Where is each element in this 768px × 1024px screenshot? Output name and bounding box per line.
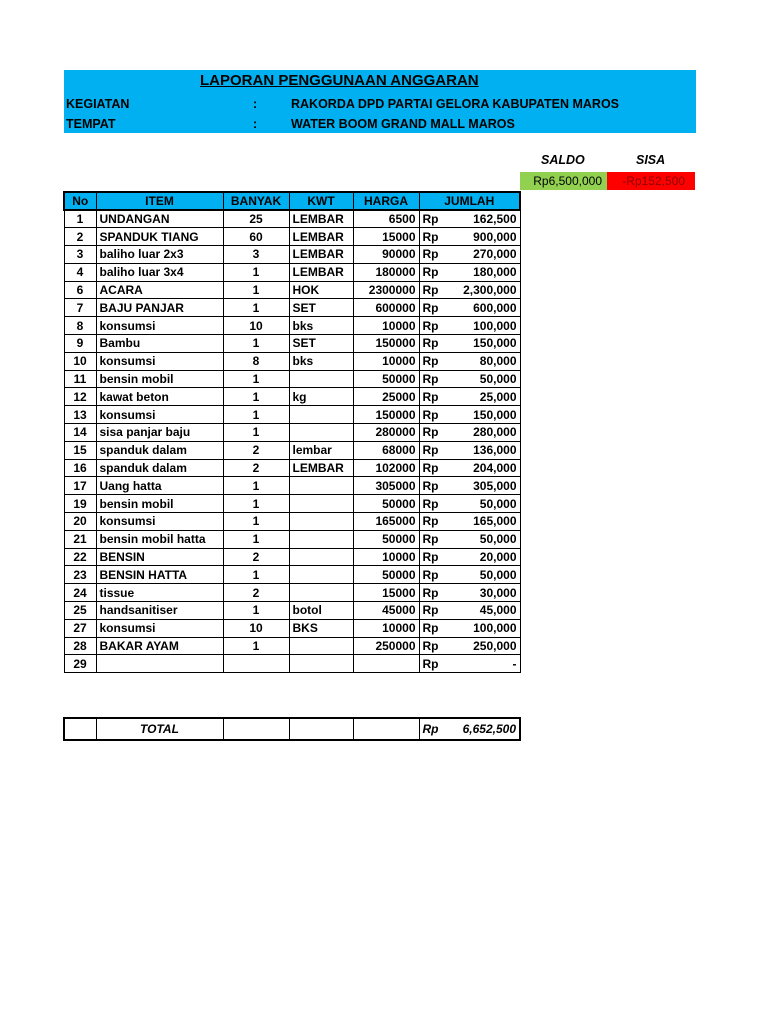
cell-banyak: 2 bbox=[223, 441, 289, 459]
cell-harga: 10000 bbox=[353, 317, 419, 335]
cell-item: BENSIN HATTA bbox=[96, 566, 223, 584]
cell-kwt bbox=[289, 655, 353, 673]
cell-kwt: LEMBAR bbox=[289, 263, 353, 281]
cell-harga: 180000 bbox=[353, 263, 419, 281]
cell-banyak: 25 bbox=[223, 210, 289, 228]
table-body bbox=[64, 210, 520, 673]
cell-jumlah: 600,000 bbox=[454, 299, 520, 317]
cell-kwt bbox=[289, 548, 353, 566]
cell-harga: 102000 bbox=[353, 459, 419, 477]
cell-harga: 150000 bbox=[353, 406, 419, 424]
cell-harga: 2300000 bbox=[353, 281, 419, 299]
cell-no: 28 bbox=[64, 637, 96, 655]
cell-jumlah: 165,000 bbox=[454, 513, 520, 531]
cell-item: spanduk dalam bbox=[96, 441, 223, 459]
cell-banyak: 10 bbox=[223, 619, 289, 637]
cell-harga: 305000 bbox=[353, 477, 419, 495]
cell-harga: 90000 bbox=[353, 246, 419, 264]
cell-no: 29 bbox=[64, 655, 96, 673]
cell-item: baliho luar 3x4 bbox=[96, 263, 223, 281]
cell-jumlah: 136,000 bbox=[454, 441, 520, 459]
cell-no: 11 bbox=[64, 370, 96, 388]
expense-table bbox=[63, 191, 521, 673]
cell-banyak: 2 bbox=[223, 459, 289, 477]
cell-rp: Rp bbox=[419, 495, 454, 513]
table-row bbox=[64, 602, 520, 620]
table-row bbox=[64, 335, 520, 353]
cell-banyak: 60 bbox=[223, 228, 289, 246]
col-header-no: No bbox=[64, 192, 96, 210]
cell-banyak: 1 bbox=[223, 388, 289, 406]
sisa-value: -Rp152,500 bbox=[607, 172, 695, 190]
cell-jumlah: 2,300,000 bbox=[454, 281, 520, 299]
tempat-colon: : bbox=[253, 117, 258, 131]
cell-item: konsumsi bbox=[96, 406, 223, 424]
cell-kwt bbox=[289, 530, 353, 548]
cell-rp: Rp bbox=[419, 210, 454, 228]
sisa-label: SISA bbox=[636, 153, 666, 167]
cell-no: 9 bbox=[64, 335, 96, 353]
cell-item: bensin mobil bbox=[96, 495, 223, 513]
cell-rp: Rp bbox=[419, 388, 454, 406]
cell-banyak: 1 bbox=[223, 299, 289, 317]
cell-kwt: lembar bbox=[289, 441, 353, 459]
cell-rp: Rp bbox=[419, 263, 454, 281]
cell-item: baliho luar 2x3 bbox=[96, 246, 223, 264]
col-header-harga: HARGA bbox=[353, 192, 419, 210]
cell-item: BAJU PANJAR bbox=[96, 299, 223, 317]
cell-item: Bambu bbox=[96, 335, 223, 353]
cell-no: 24 bbox=[64, 584, 96, 602]
cell-no: 17 bbox=[64, 477, 96, 495]
cell-no: 22 bbox=[64, 548, 96, 566]
total-cell-blank bbox=[353, 718, 419, 740]
cell-kwt bbox=[289, 370, 353, 388]
total-value: 6,652,500 bbox=[454, 718, 520, 740]
cell-jumlah: 150,000 bbox=[454, 406, 520, 424]
cell-kwt bbox=[289, 566, 353, 584]
cell-jumlah: 204,000 bbox=[454, 459, 520, 477]
cell-no: 15 bbox=[64, 441, 96, 459]
table-row bbox=[64, 246, 520, 264]
cell-harga: 250000 bbox=[353, 637, 419, 655]
cell-banyak: 1 bbox=[223, 281, 289, 299]
cell-item: spanduk dalam bbox=[96, 459, 223, 477]
table-row bbox=[64, 655, 520, 673]
table-row bbox=[64, 406, 520, 424]
cell-kwt: bks bbox=[289, 317, 353, 335]
cell-no: 25 bbox=[64, 602, 96, 620]
table-row bbox=[64, 513, 520, 531]
cell-kwt: SET bbox=[289, 335, 353, 353]
cell-banyak bbox=[223, 655, 289, 673]
col-header-kwt: KWT bbox=[289, 192, 353, 210]
cell-kwt bbox=[289, 495, 353, 513]
cell-no: 8 bbox=[64, 317, 96, 335]
cell-jumlah: 900,000 bbox=[454, 228, 520, 246]
cell-no: 16 bbox=[64, 459, 96, 477]
kegiatan-label: KEGIATAN bbox=[66, 97, 130, 111]
cell-no: 4 bbox=[64, 263, 96, 281]
cell-item: ACARA bbox=[96, 281, 223, 299]
total-cell-blank bbox=[289, 718, 353, 740]
table-header-row bbox=[64, 192, 520, 210]
cell-no: 13 bbox=[64, 406, 96, 424]
table-row bbox=[64, 370, 520, 388]
cell-banyak: 1 bbox=[223, 566, 289, 584]
cell-jumlah: 250,000 bbox=[454, 637, 520, 655]
cell-rp: Rp bbox=[419, 228, 454, 246]
table-row bbox=[64, 210, 520, 228]
table-row bbox=[64, 281, 520, 299]
cell-item: Uang hatta bbox=[96, 477, 223, 495]
cell-harga: 50000 bbox=[353, 495, 419, 513]
cell-jumlah: 50,000 bbox=[454, 495, 520, 513]
cell-kwt: kg bbox=[289, 388, 353, 406]
cell-no: 2 bbox=[64, 228, 96, 246]
table-row bbox=[64, 299, 520, 317]
cell-harga: 15000 bbox=[353, 228, 419, 246]
cell-kwt: bks bbox=[289, 352, 353, 370]
cell-item: UNDANGAN bbox=[96, 210, 223, 228]
cell-banyak: 1 bbox=[223, 637, 289, 655]
table-row bbox=[64, 317, 520, 335]
cell-banyak: 2 bbox=[223, 548, 289, 566]
cell-harga: 165000 bbox=[353, 513, 419, 531]
cell-no: 14 bbox=[64, 424, 96, 442]
cell-rp: Rp bbox=[419, 513, 454, 531]
cell-banyak: 3 bbox=[223, 246, 289, 264]
cell-no: 3 bbox=[64, 246, 96, 264]
cell-rp: Rp bbox=[419, 317, 454, 335]
cell-item: kawat beton bbox=[96, 388, 223, 406]
cell-harga bbox=[353, 655, 419, 673]
table-row bbox=[64, 548, 520, 566]
cell-jumlah: 150,000 bbox=[454, 335, 520, 353]
cell-item: konsumsi bbox=[96, 513, 223, 531]
cell-rp: Rp bbox=[419, 602, 454, 620]
table-row bbox=[64, 352, 520, 370]
cell-rp: Rp bbox=[419, 352, 454, 370]
table-row bbox=[64, 495, 520, 513]
cell-harga: 10000 bbox=[353, 619, 419, 637]
cell-jumlah: 25,000 bbox=[454, 388, 520, 406]
cell-jumlah: 180,000 bbox=[454, 263, 520, 281]
cell-jumlah: 45,000 bbox=[454, 602, 520, 620]
cell-item: bensin mobil hatta bbox=[96, 530, 223, 548]
cell-kwt: botol bbox=[289, 602, 353, 620]
cell-no: 21 bbox=[64, 530, 96, 548]
cell-kwt bbox=[289, 424, 353, 442]
cell-jumlah: 30,000 bbox=[454, 584, 520, 602]
table-row bbox=[64, 441, 520, 459]
cell-banyak: 1 bbox=[223, 424, 289, 442]
cell-no: 1 bbox=[64, 210, 96, 228]
cell-jumlah: 50,000 bbox=[454, 370, 520, 388]
cell-kwt bbox=[289, 406, 353, 424]
total-cell-blank bbox=[64, 718, 96, 740]
cell-kwt: LEMBAR bbox=[289, 210, 353, 228]
cell-rp: Rp bbox=[419, 477, 454, 495]
cell-rp: Rp bbox=[419, 530, 454, 548]
cell-harga: 150000 bbox=[353, 335, 419, 353]
total-table bbox=[63, 717, 521, 741]
tempat-label: TEMPAT bbox=[66, 117, 116, 131]
cell-banyak: 1 bbox=[223, 370, 289, 388]
cell-kwt: LEMBAR bbox=[289, 246, 353, 264]
cell-rp: Rp bbox=[419, 406, 454, 424]
cell-kwt bbox=[289, 637, 353, 655]
cell-jumlah: 162,500 bbox=[454, 210, 520, 228]
table-row bbox=[64, 637, 520, 655]
cell-banyak: 1 bbox=[223, 495, 289, 513]
cell-harga: 50000 bbox=[353, 566, 419, 584]
cell-item bbox=[96, 655, 223, 673]
cell-harga: 50000 bbox=[353, 370, 419, 388]
cell-kwt: LEMBAR bbox=[289, 459, 353, 477]
cell-harga: 600000 bbox=[353, 299, 419, 317]
table-row bbox=[64, 424, 520, 442]
total-row bbox=[64, 718, 520, 740]
saldo-value: Rp6,500,000 bbox=[520, 172, 607, 190]
cell-item: handsanitiser bbox=[96, 602, 223, 620]
cell-harga: 6500 bbox=[353, 210, 419, 228]
cell-no: 19 bbox=[64, 495, 96, 513]
kegiatan-value: RAKORDA DPD PARTAI GELORA KABUPATEN MAROS bbox=[291, 97, 620, 111]
cell-jumlah: 305,000 bbox=[454, 477, 520, 495]
cell-harga: 10000 bbox=[353, 352, 419, 370]
cell-rp: Rp bbox=[419, 619, 454, 637]
cell-banyak: 1 bbox=[223, 513, 289, 531]
cell-item: BENSIN bbox=[96, 548, 223, 566]
cell-banyak: 1 bbox=[223, 263, 289, 281]
cell-item: BAKAR AYAM bbox=[96, 637, 223, 655]
cell-kwt: SET bbox=[289, 299, 353, 317]
cell-no: 12 bbox=[64, 388, 96, 406]
cell-kwt: HOK bbox=[289, 281, 353, 299]
table-row bbox=[64, 584, 520, 602]
kegiatan-colon: : bbox=[253, 97, 258, 111]
cell-banyak: 2 bbox=[223, 584, 289, 602]
cell-item: konsumsi bbox=[96, 352, 223, 370]
cell-jumlah: 270,000 bbox=[454, 246, 520, 264]
cell-rp: Rp bbox=[419, 281, 454, 299]
cell-jumlah: 50,000 bbox=[454, 530, 520, 548]
cell-rp: Rp bbox=[419, 584, 454, 602]
cell-banyak: 10 bbox=[223, 317, 289, 335]
cell-harga: 50000 bbox=[353, 530, 419, 548]
cell-harga: 45000 bbox=[353, 602, 419, 620]
table-row bbox=[64, 459, 520, 477]
cell-jumlah: 80,000 bbox=[454, 352, 520, 370]
tempat-value: WATER BOOM GRAND MALL MAROS bbox=[291, 117, 515, 131]
cell-harga: 280000 bbox=[353, 424, 419, 442]
cell-rp: Rp bbox=[419, 335, 454, 353]
cell-item: bensin mobil bbox=[96, 370, 223, 388]
cell-kwt: LEMBAR bbox=[289, 228, 353, 246]
cell-no: 23 bbox=[64, 566, 96, 584]
cell-no: 6 bbox=[64, 281, 96, 299]
cell-harga: 68000 bbox=[353, 441, 419, 459]
cell-item: sisa panjar baju bbox=[96, 424, 223, 442]
total-cell-blank bbox=[223, 718, 289, 740]
cell-jumlah: 50,000 bbox=[454, 566, 520, 584]
cell-rp: Rp bbox=[419, 424, 454, 442]
cell-jumlah: 100,000 bbox=[454, 317, 520, 335]
cell-no: 20 bbox=[64, 513, 96, 531]
report-title: LAPORAN PENGGUNAAN ANGGARAN bbox=[200, 72, 479, 89]
cell-harga: 25000 bbox=[353, 388, 419, 406]
col-header-item: ITEM bbox=[96, 192, 223, 210]
cell-kwt bbox=[289, 513, 353, 531]
report-header bbox=[64, 70, 696, 133]
cell-item: konsumsi bbox=[96, 317, 223, 335]
table-row bbox=[64, 228, 520, 246]
table-row bbox=[64, 263, 520, 281]
table-row bbox=[64, 477, 520, 495]
cell-kwt: BKS bbox=[289, 619, 353, 637]
total-label: TOTAL bbox=[96, 718, 223, 740]
cell-no: 7 bbox=[64, 299, 96, 317]
cell-no: 27 bbox=[64, 619, 96, 637]
cell-item: konsumsi bbox=[96, 619, 223, 637]
cell-rp: Rp bbox=[419, 441, 454, 459]
cell-banyak: 1 bbox=[223, 530, 289, 548]
cell-harga: 15000 bbox=[353, 584, 419, 602]
saldo-label: SALDO bbox=[541, 153, 585, 167]
cell-kwt bbox=[289, 584, 353, 602]
cell-banyak: 1 bbox=[223, 406, 289, 424]
cell-jumlah: - bbox=[454, 655, 520, 673]
cell-banyak: 1 bbox=[223, 602, 289, 620]
cell-banyak: 8 bbox=[223, 352, 289, 370]
cell-harga: 10000 bbox=[353, 548, 419, 566]
table-row bbox=[64, 619, 520, 637]
cell-item: tissue bbox=[96, 584, 223, 602]
cell-no: 10 bbox=[64, 352, 96, 370]
col-header-jumlah: JUMLAH bbox=[419, 192, 520, 210]
table-row bbox=[64, 530, 520, 548]
cell-rp: Rp bbox=[419, 299, 454, 317]
cell-rp: Rp bbox=[419, 246, 454, 264]
cell-rp: Rp bbox=[419, 637, 454, 655]
cell-rp: Rp bbox=[419, 566, 454, 584]
cell-jumlah: 100,000 bbox=[454, 619, 520, 637]
cell-jumlah: 280,000 bbox=[454, 424, 520, 442]
cell-rp: Rp bbox=[419, 548, 454, 566]
cell-banyak: 1 bbox=[223, 477, 289, 495]
total-currency: Rp bbox=[419, 718, 454, 740]
cell-kwt bbox=[289, 477, 353, 495]
table-row bbox=[64, 566, 520, 584]
table-row bbox=[64, 388, 520, 406]
cell-item: SPANDUK TIANG bbox=[96, 228, 223, 246]
cell-banyak: 1 bbox=[223, 335, 289, 353]
cell-rp: Rp bbox=[419, 370, 454, 388]
cell-rp: Rp bbox=[419, 459, 454, 477]
cell-rp: Rp bbox=[419, 655, 454, 673]
col-header-banyak: BANYAK bbox=[223, 192, 289, 210]
cell-jumlah: 20,000 bbox=[454, 548, 520, 566]
